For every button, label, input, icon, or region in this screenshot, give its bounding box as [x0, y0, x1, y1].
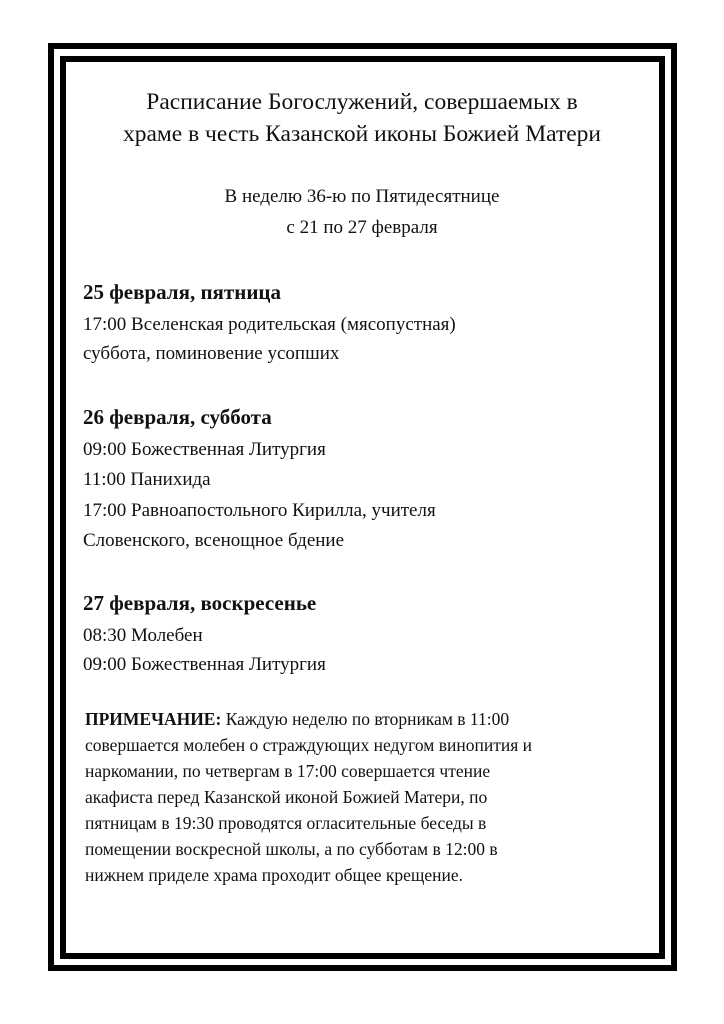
- subtitle-week: В неделю 36-ю по Пятидесятнице: [224, 186, 500, 207]
- schedule-item: 17:00 Равноапостольного Кирилла, учителя: [83, 500, 436, 521]
- note-line: нижнем приделе храма проходит общее крещение.: [85, 865, 464, 885]
- note-text: Каждую неделю по вторникам в 11:00: [221, 709, 510, 729]
- note-line: наркомании, по четвергам в 17:00 совершается чтение: [85, 761, 491, 781]
- document-title-line-1: Расписание Богослужений, совершаемых в: [146, 89, 578, 115]
- subtitle-dates: с 21 по 27 февраля: [286, 217, 438, 238]
- day-heading: 26 февраля, суббота: [83, 405, 272, 429]
- schedule-item: Словенского, всенощное бдение: [83, 530, 345, 551]
- note-line: пятницам в 19:30 проводятся огласительные беседы в: [85, 813, 487, 833]
- schedule-item: 11:00 Панихида: [83, 469, 211, 490]
- note-line: акафиста перед Казанской иконой Божией Матери, по: [85, 787, 488, 807]
- note-line: совершается молебен о страждующих недугом винопития и: [85, 735, 533, 755]
- day-heading: 27 февраля, воскресенье: [83, 591, 317, 615]
- document-title-line-2: храме в честь Казанской иконы Божией Матери: [122, 121, 602, 147]
- note-line: помещении воскресной школы, а по субботам в 12:00 в: [85, 839, 498, 859]
- schedule-item: суббота, поминовение усопших: [83, 343, 340, 364]
- schedule-item: 09:00 Божественная Литургия: [83, 654, 326, 675]
- schedule-item: 09:00 Божественная Литургия: [83, 439, 326, 460]
- note-line: [85, 711, 509, 729]
- day-heading: 25 февраля, пятница: [83, 280, 282, 304]
- schedule-item: 08:30 Молебен: [83, 625, 203, 646]
- schedule-item: 17:00 Вселенская родительская (мясопустная): [83, 314, 456, 335]
- note-label: ПРИМЕЧАНИЕ:: [85, 709, 222, 729]
